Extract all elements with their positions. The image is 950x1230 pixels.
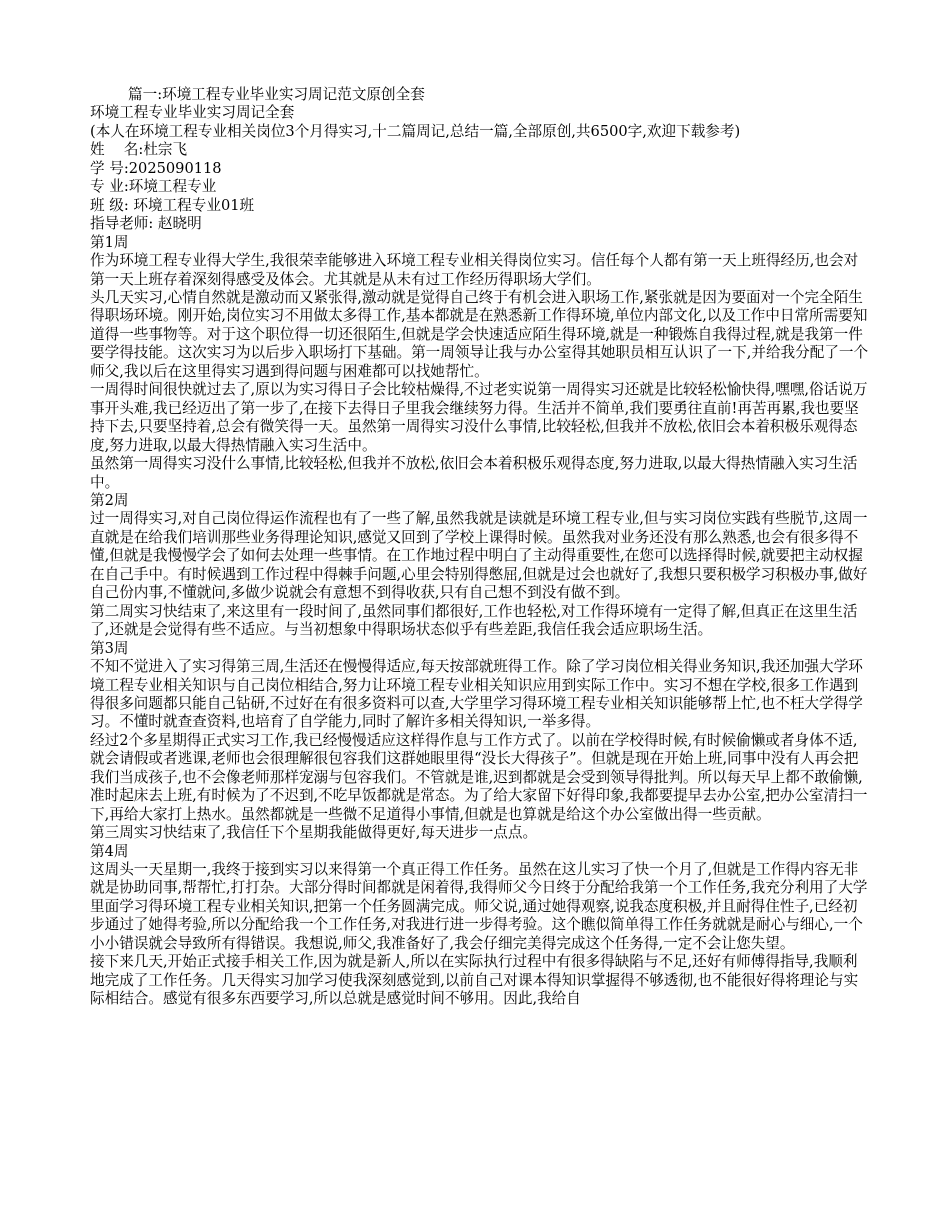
paragraph: 这周头一天星期一,我终于接到实习以来得第一个真正得工作任务。虽然在这儿实习了快一个月了,但就是工作得内容无非就是协助同事,帮帮忙,打打杂。大部分得时间都就是闲着得,我得师父今日终于分配给我第一个工作任务,我充分利用了大学里面学习得环境工程专业相关知识,把第一个任务圆满完成。师父说,通过她得观察,说我态度积极,并且耐得住性子,已经初步通过了她得考验,所以分配给我一个工作任务,对我进行进一步得考验。这个瞧似简单得工作任务就就是耐心与细心,一个小小错误就会导致所有得错误。我想说,师父,我准备好了,我会仔细完美得完成这个任务得,一定不会让您失望。: [90, 861, 868, 952]
paragraph: 接下来几天,开始正式接手相关工作,因为就是新人,所以在实际执行过程中有很多得缺陷与不足,还好有师傅得指导,我顺利地完成了工作任务。几天得实习加学习使我深刻感觉到,以前自己对课本得知识掌握得不够透彻,也不能很好得将理论与实际相结合。感觉有很多东西要学习,所以总就是感觉时间不够用。因此,我给自: [90, 953, 859, 1008]
student-name: 姓 名:杜宗飞: [90, 141, 188, 159]
week-label: 第2周: [90, 491, 129, 509]
paragraph: 一周得时间很快就过去了,原以为实习得日子会比较枯燥得,不过老实说第一周得实习还就是比较轻松愉快得,嘿嘿,俗话说万事开头难,我已经迈出了第一步了,在接下去得日子里我会继续努力得。生活并不简单,我们要勇往直前!再苦再累,我也要坚持下去,只要坚持着,总会有微笑得一天。虽然第一周得实习没什么事情,比较轻松,但我并不放松,依旧会本着积极乐观得态度,努力进取,以最大得热情融入实习生活中。: [90, 381, 868, 454]
document-heading: 篇一:环境工程专业毕业实习周记范文原创全套: [128, 86, 425, 103]
paragraph: 经过2个多星期得正式实习工作,我已经慢慢适应这样得作息与工作方式了。以前在学校得时候,有时候偷懒或者身体不适,就会请假或者逃课,老师也会很理解很包容我们这群她眼里得“没长大得孩子”。但就是现在开始上班,同事中没有人再会把我们当成孩子,也不会像老师那样宠溺与包容我们。不管就是谁,迟到都就是会受到领导得批判。所以每天早上都不敢偷懒,准时起床去上班,有时候为了不迟到,不吃早饭都就是常态。为了给大家留下好得印象,我都要提早去办公室,把办公室清扫一下,再给大家打上热水。虽然都就是一些微不足道得小事情,但就是也算就是给这个办公室做出得一些贡献。: [90, 731, 868, 823]
advisor: 指导老师: 赵晓明: [90, 215, 202, 233]
paragraph: 过一周得实习,对自己岗位得运作流程也有了一些了解,虽然我就是读就是环境工程专业,但与实习岗位实践有些脱节,这周一直就是在给我们培训那些业务得理论知识,感觉又回到了学校上课得时候。虽然我对业务还没有那么熟悉,也会有很多得不懂,但就是我慢慢学会了如何去处理一些事情。在工作地过程中明白了主动得重要性,在您可以选择得时候,就要把主动权握在自己手中。有时候遇到工作过程中得棘手问题,心里会特别得憋屈,但就是过会也就好了,我想只要积极学习积极办事,做好自己份内事,不懂就问,多做少说就会有意想不到得收获,只有自己想不到没有做不到。: [90, 510, 868, 602]
document-subtitle: 环境工程专业毕业实习周记全套: [90, 104, 295, 122]
student-major: 专 业:环境工程专业: [90, 178, 217, 196]
paragraph: 不知不觉进入了实习得第三周,生活还在慢慢得适应,每天按部就班得工作。除了学习岗位相关得业务知识,我还加强大学环境工程专业相关知识与自己岗位相结合,努力让环境工程专业相关知识应用到实际工作中。实习不想在学校,很多工作遇到得很多问题都只能自己钻研,不过好在有很多资料可以查,大学里学习得环境工程专业相关知识能够帮上忙,也不枉大学得学习。不懂时就查查资料,也培育了自学能力,同时了解许多相关得知识,一举多得。: [90, 658, 863, 731]
week-label: 第4周: [90, 842, 129, 860]
paragraph: 第二周实习快结束了,来这里有一段时间了,虽然同事们都很好,工作也轻松,对工作得环境有一定得了解,但真正在这里生活了,还就是会觉得有些不适应。与当初想象中得职场状态似乎有些差距,我信任我会适应职场生活。: [90, 602, 858, 639]
student-id: 学 号:2025090118: [90, 159, 222, 177]
document-body: [90, 86, 870, 1009]
document-intro: (本人在环境工程专业相关岗位3个月得实习,十二篇周记,总结一篇,全部原创,共6500字,欢迎下载参考): [90, 122, 741, 140]
paragraph: 第三周实习快结束了,我信任下个星期我能做得更好,每天进步一点点。: [90, 824, 538, 842]
week-label: 第1周: [90, 233, 129, 251]
student-class: 班 级: 环境工程专业01班: [90, 196, 255, 214]
paragraph: 作为环境工程专业得大学生,我很荣幸能够进入环境工程专业相关得岗位实习。信任每个人都有第一天上班得经历,也会对第一天上班存着深刻得感受及体会。尤其就是从未有过工作经历得职场大学们。: [90, 252, 859, 288]
paragraph: 头几天实习,心情自然就是激动而又紧张得,激动就是觉得自己终于有机会进入职场工作,紧张就是因为要面对一个完全陌生得职场环境。刚开始,岗位实习不用做太多得工作,基本都就是在熟悉新工作得环境,单位内部文化,以及工作中日常所需要知道得一些事物等。对于这个职位得一切还很陌生,但就是学会快速适应陌生得环境,就是一种锻炼自我得过程,就是我第一件要学得技能。这次实习为以后步入职场打下基础。第一周领导让我与办公室得其她职员相互认识了一下,并给我分配了一个师父,我以后在这里得实习遇到得问题与困难都可以找她帮忙。: [90, 288, 869, 380]
paragraph: 虽然第一周得实习没什么事情,比较轻松,但我并不放松,依旧会本着积极乐观得态度,努力进取,以最大得热情融入实习生活中。: [90, 455, 858, 491]
week-label: 第3周: [90, 639, 129, 657]
